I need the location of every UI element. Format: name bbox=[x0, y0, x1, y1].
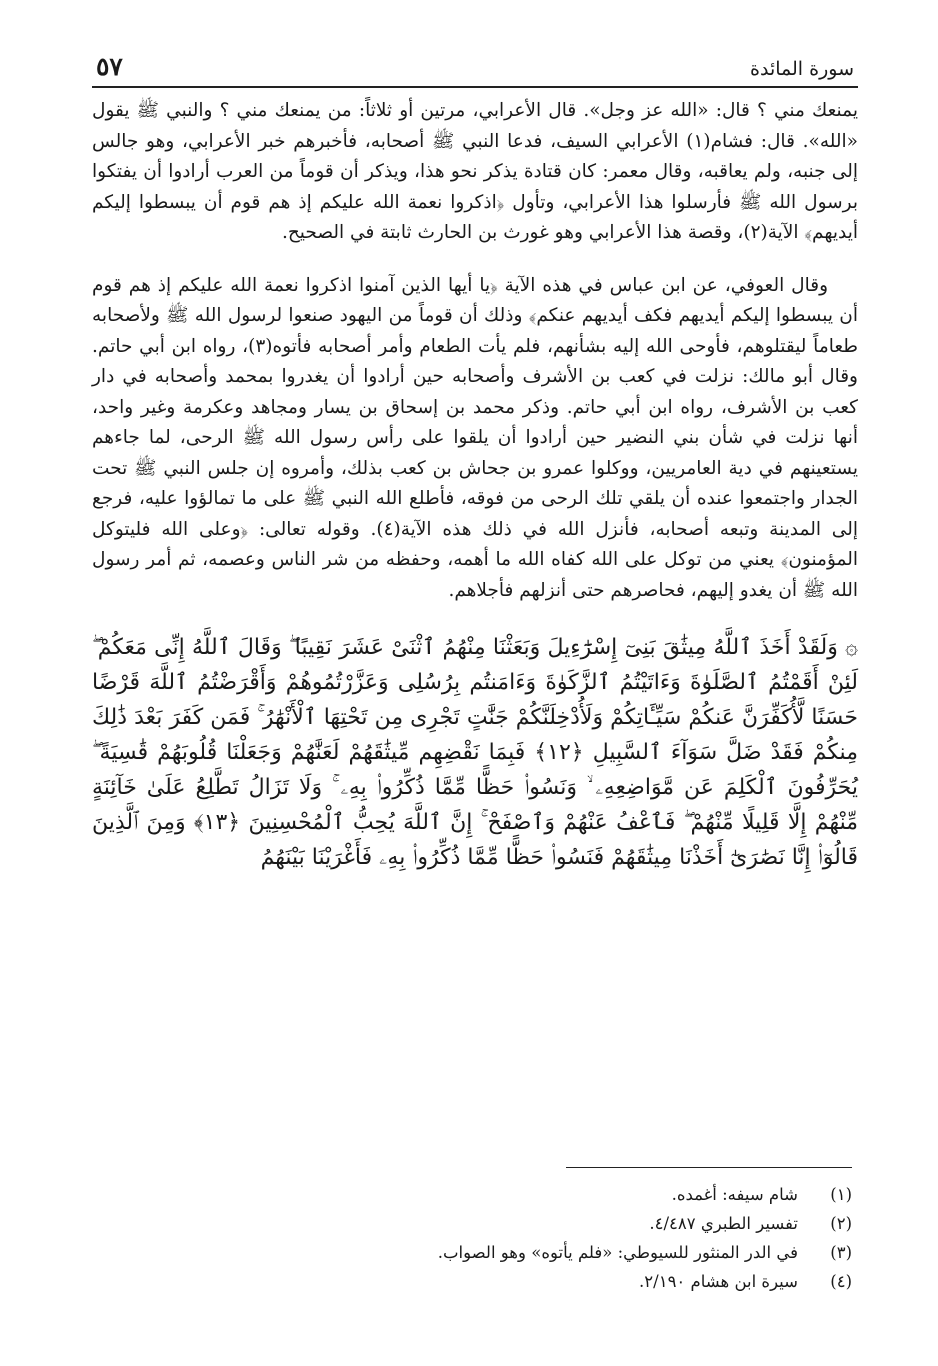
footnote bbox=[252, 1180, 852, 1209]
footnote-number: (١) bbox=[830, 1185, 852, 1204]
footnote-number: (٣) bbox=[830, 1243, 852, 1262]
quran-verses: ۞ وَلَقَدْ أَخَذَ ٱللَّهُ مِيثَٰقَ بَنِىٓ إِسْرَٰٓءِيلَ وَبَعَثْنَا مِنْهُمُ ٱثْنَىْ عَشَرَ نَقِيبًا ۖ وَقَالَ ٱللَّهُ إِنِّى مَعَكُمْ ۖ لَئِنْ أَقَمْتُمُ ٱلصَّلَوٰةَ وَءَاتَيْتُمُ ٱلزَّكَوٰةَ وَءَامَنتُم بِرُسُلِى وَعَزَّرْتُمُوهُمْ وَأَقْرَضْتُمُ ٱللَّهَ قَرْضًا حَسَنًا لَّأُكَفِّرَنَّ عَنكُمْ سَيِّـَٔاتِكُمْ وَلَأُدْخِلَنَّكُمْ جَنَّٰتٍ تَجْرِى مِن تَحْتِهَا ٱلْأَنْهَٰرُ ۚ فَمَن كَفَرَ بَعْدَ ذَٰلِكَ مِنكُمْ فَقَدْ ضَلَّ سَوَآءَ ٱلسَّبِيلِ ﴿١٢﴾ فَبِمَا نَقْضِهِم مِّيثَٰقَهُمْ لَعَنَّٰهُمْ وَجَعَلْنَا قُلُوبَهُمْ قَٰسِيَةً ۖ يُحَرِّفُونَ ٱلْكَلِمَ عَن مَّوَاضِعِهِۦ ۙ وَنَسُوا۟ حَظًّا مِّمَّا ذُكِّرُوا۟ بِهِۦ ۚ وَلَا تَزَالُ تَطَّلِعُ عَلَىٰ خَآئِنَةٍ مِّنْهُمْ إِلَّا قَلِيلًا مِّنْهُمْ ۖ فَٱعْفُ عَنْهُمْ وَٱصْفَحْ ۚ إِنَّ ٱللَّهَ يُحِبُّ ٱلْمُحْسِنِينَ ﴿١٣﴾ وَمِنَ ٱلَّذِينَ قَالُوٓا۟ إِنَّا نَصَٰرَىٰٓ أَخَذْنَا مِيثَٰقَهُمْ فَنَسُوا۟ حَظًّا مِّمَّا ذُكِّرُوا۟ بِهِۦ فَأَغْرَيْنَا بَيْنَهُمُ bbox=[92, 635, 858, 870]
footnote-text: شام سيفه: أغمده. bbox=[671, 1185, 798, 1204]
paragraph: وقال العوفي، عن ابن عباس في هذه الآية ﴿يا أيها الذين آمنوا اذكروا نعمة الله عليكم إذ هم قوم أن يبسطوا إليكم أيديهم فكف أيديهم عنكم﴾ وذلك أن قوماً من اليهود صنعوا لرسول الله ﷺ ولأصحابه طعاماً ليقتلوهم، فأوحى الله إليه بشأنهم، فلم يأت الطعام وأمر أصحابه فأتوه(٣)، رواه ابن أبي حاتم. وقال أبو مالك: نزلت في كعب بن الأشرف وأصحابه حين أرادوا أن يغدروا بمحمد وأصحابه في دار كعب بن الأشرف، رواه ابن أبي حاتم. وذكر محمد بن إسحاق بن يسار ومجاهد وعكرمة وغير واحد، أنها نزلت في شأن بني النضير حين أرادوا أن يلقوا على رأس رسول الله ﷺ الرحى، لما جاءهم يستعينهم في دية العامريين، ووكلوا عمرو بن جحاش بن كعب بذلك، وأمروه إن جلس النبي ﷺ تحت الجدار واجتمعوا عنده أن يلقي تلك الرحى من فوقه، فأطلع الله النبي ﷺ على ما تمالؤوا عليه، فرجع إلى المدينة وتبعه أصحابه، فأنزل الله في ذلك هذه الآية(٤). وقوله تعالى: ﴿وعلى الله فليتوكل المؤمنون﴾ يعني من توكل على الله كفاه الله ما أهمه، وحفظه من شر الناس وعصمه، ثم أمر رسول الله ﷺ أن يغدو إليهم، فحاصرهم حتى أنزلهم فأجلاهم. bbox=[92, 274, 859, 601]
footnote bbox=[252, 1238, 852, 1267]
surah-title: سورة المائدة bbox=[750, 58, 854, 80]
footnote bbox=[252, 1267, 852, 1296]
page-header bbox=[92, 52, 858, 88]
footnote-text: في الدر المنثور للسيوطي: «فلم يأتوه» وهو الصواب. bbox=[437, 1243, 798, 1262]
footnotes-divider bbox=[566, 1167, 852, 1168]
footnotes bbox=[252, 1180, 852, 1296]
paragraph: يمنعك مني ؟ قال: «الله عز وجل». قال الأعرابي، مرتين أو ثلاثاً: من يمنعك مني ؟ والنبي ﷺ يقول «الله». قال: فشام(١) الأعرابي السيف، فدعا النبي ﷺ أصحابه، فأخبرهم خبر الأعرابي، وهو جالس إلى جنبه، ولم يعاقبه، وقال معمر: كان قتادة يذكر نحو هذا، ويذكر أن قوماً من العرب أرادوا أن يفتكوا برسول الله ﷺ فأرسلوا هذا الأعرابي، وتأول ﴿اذكروا نعمة الله عليكم إذ هم قوم أن يبسطوا إليكم أيديهم﴾ الآية(٢)، وقصة هذا الأعرابي وهو غورث بن الحارث ثابتة في الصحيح. bbox=[92, 100, 858, 243]
footnote-number: (٤) bbox=[830, 1272, 852, 1291]
page-number: ٥٧ bbox=[96, 52, 123, 81]
footnote-text: تفسير الطبري ٤/٤٨٧. bbox=[649, 1214, 798, 1233]
footnote-text: سيرة ابن هشام ٢/١٩٠. bbox=[639, 1272, 798, 1291]
footnote-number: (٢) bbox=[830, 1214, 852, 1233]
footnote bbox=[252, 1209, 852, 1238]
main-text bbox=[92, 96, 858, 897]
